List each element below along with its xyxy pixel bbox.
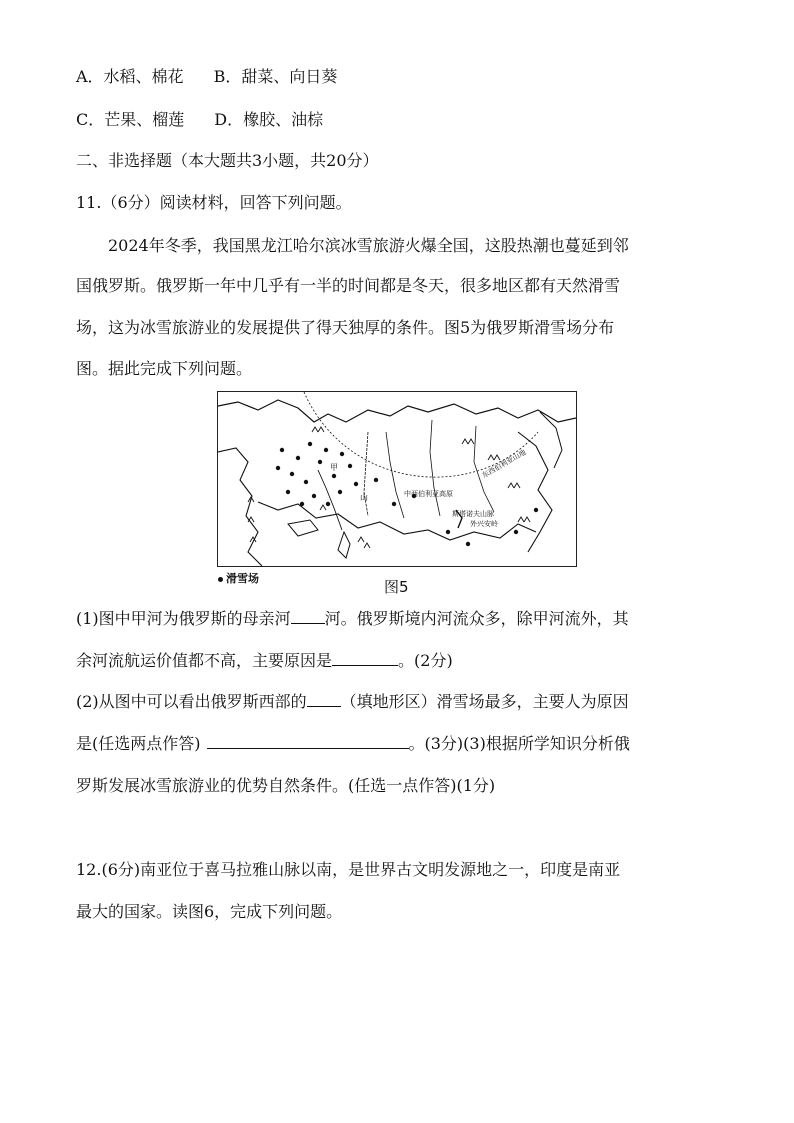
q11-paragraph-line-1: 2024年冬季，我国黑龙江哈尔滨冰雪旅游火爆全国，这股热潮也蔓延到邻 bbox=[108, 236, 629, 255]
q11-part2-text-b: （填地形区）滑雪场最多，主要人为原因 bbox=[340, 692, 629, 711]
q12-line-1: 12.(6分)南亚位于喜马拉雅山脉以南，是世界古文明发源地之一，印度是南亚 bbox=[76, 860, 621, 879]
option-c: C．芒果、榴莲 bbox=[76, 110, 185, 129]
map-label-khingan: 外兴安岭 bbox=[470, 520, 498, 528]
options-row-1 bbox=[76, 67, 337, 87]
answer-blank[interactable] bbox=[207, 734, 409, 749]
q11-header: 11.（6分）阅读材料，回答下列问题。 bbox=[76, 193, 352, 212]
river-yenisei bbox=[430, 420, 440, 516]
q11-paragraph-line-4: 图。据此完成下列问题。 bbox=[76, 359, 253, 378]
q11-part2-text-a: (2)从图中可以看出俄罗斯西部的 bbox=[76, 692, 307, 711]
black-sea bbox=[288, 520, 318, 536]
option-b: B．甜菜、向日葵 bbox=[213, 67, 338, 86]
q11-part2-line-2 bbox=[76, 734, 630, 754]
q11-part2-text-d: 。(3分)(3)根据所学知识分析俄 bbox=[408, 734, 630, 753]
q11-part2-text-c: 是(任选两点作答) bbox=[76, 734, 201, 753]
q11-part1-line-1 bbox=[76, 609, 629, 629]
option-d: D．橡胶、油棕 bbox=[214, 110, 324, 129]
map-legend-label: 滑雪场 bbox=[226, 572, 259, 585]
map-label-river: 甲 bbox=[330, 463, 338, 472]
map-label-plateau: 中西伯利亚高原 bbox=[404, 490, 453, 498]
caspian bbox=[338, 532, 350, 558]
q11-paragraph-line-3: 场，这为冰雪旅游业的发展提供了得天独厚的条件。图5为俄罗斯滑雪场分布 bbox=[76, 318, 615, 337]
map-label-mountain: 山 bbox=[360, 493, 368, 502]
q12-line-2: 最大的国家。读图6，完成下列问题。 bbox=[76, 902, 343, 921]
mountain-symbols bbox=[248, 427, 530, 548]
land-outline-west bbox=[218, 448, 262, 566]
option-a: A．水稻、棉花 bbox=[76, 67, 184, 86]
q11-part1-line-2 bbox=[76, 651, 453, 671]
answer-blank[interactable] bbox=[307, 692, 341, 707]
q11-part1-text-b: 河。俄罗斯境内河流众多，除甲河流外，其 bbox=[324, 609, 629, 628]
map-label-east-mountains: 东西伯利亚山地 bbox=[481, 448, 528, 480]
q11-part3-line: 罗斯发展冰雪旅游业的优势自然条件。(任选一点作答)(1分) bbox=[76, 776, 496, 795]
river-volga bbox=[318, 470, 342, 530]
q11-paragraph-line-2: 国俄罗斯。俄罗斯一年中几乎有一半的时间都是冬天，很多地区都有天然滑雪 bbox=[76, 276, 621, 295]
q11-part2-line-1 bbox=[76, 692, 629, 712]
answer-blank[interactable] bbox=[291, 609, 325, 624]
arctic-coastline bbox=[218, 400, 576, 422]
map-drawing bbox=[218, 392, 576, 566]
q11-part1-text-a: (1)图中甲河为俄罗斯的母亲河 bbox=[76, 609, 291, 628]
figure-caption: 图5 bbox=[384, 578, 409, 596]
ural-mountains bbox=[364, 432, 368, 516]
map-label-stanovoy: 斯塔诺夫山脉 bbox=[452, 510, 494, 518]
russia-ski-map bbox=[217, 391, 577, 567]
q11-part1-text-d: 。(2分) bbox=[398, 651, 453, 670]
answer-blank[interactable] bbox=[332, 651, 398, 666]
q11-part1-text-c: 余河流航运价值都不高，主要原因是 bbox=[76, 651, 333, 670]
map-legend bbox=[218, 570, 259, 586]
options-row-2 bbox=[76, 110, 323, 130]
ski-resort-dot-icon bbox=[218, 577, 223, 582]
section-title: 二、非选择题（本大题共3小题，共20分） bbox=[76, 151, 379, 170]
